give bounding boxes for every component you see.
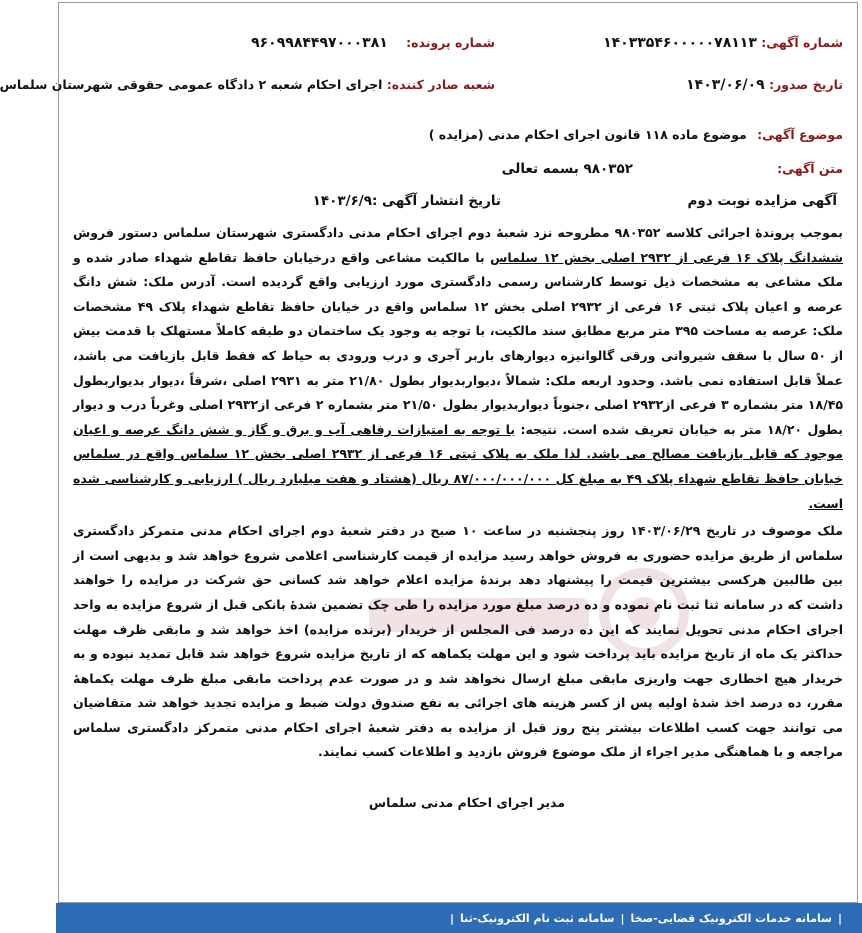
text-label-row	[777, 161, 843, 176]
issue-date	[686, 77, 843, 93]
paragraph-1-underlined-result: با توجه به امتیازات رفاهی آب و برق و گاز و شش دانگ عرصه و اعیان موجود که قابل بازیافت مصالح می باشد. لذا ملک به پلاک ثبتی ۱۶ فرعی از ۲۹۳۲ اصلی بخش ۱۲ سلماس واقع در سلماس خیابان حافظ تقاطع شهداء پلاک ۴۹ به مبلغ کل ۸۷/۰۰۰/۰۰۰/۰۰۰ ریال (هشتاد و هفت میلیارد ریال ) ارزیابی و کارشناسی شده است.	[73, 421, 844, 511]
footer-separator: |	[449, 911, 454, 925]
issue-date-value: ۱۴۰۳/۰۶/۰۹	[686, 77, 765, 93]
signature: مدیر اجرای احکام مدنی سلماس	[368, 795, 565, 810]
file-number	[251, 35, 495, 51]
notice-title: آگهی مزایده نوبت دوم	[687, 193, 837, 209]
paragraph-1-text-a: بموجب پروندهٔ اجرائی کلاسه ۹۸۰۳۵۲ مطروحه نزد شعبهٔ دوم اجرای احکام مدنی دادگستری شهرستان سلماس دستور فروش	[73, 225, 843, 240]
notice-body	[73, 221, 843, 765]
issue-date-label: تاریخ صدور:	[769, 77, 843, 92]
notice-paragraph-1	[73, 221, 843, 516]
notice-number-value: ۱۴۰۳۳۵۴۶۰۰۰۰۰۷۸۱۱۳	[603, 35, 757, 51]
issuing-branch	[0, 77, 495, 92]
file-number-value: ۹۶۰۹۹۸۴۴۹۷۰۰۰۳۸۱	[251, 35, 388, 51]
footer-link-sana[interactable]: سامانه ثبت نام الکترونیک-ثنا	[460, 911, 615, 925]
subject-label: موضوع آگهی:	[757, 127, 843, 142]
footer-separator: |	[837, 911, 842, 925]
notice-number	[603, 35, 843, 51]
file-number-label: شماره پرونده:	[406, 35, 495, 50]
footer-separator: |	[620, 911, 625, 925]
footer-bar	[56, 903, 862, 933]
issuing-branch-value: اجرای احکام شعبه ۲ دادگاه عمومی حقوقی شهرستان سلماس	[0, 77, 383, 92]
publish-date: تاریخ انتشار آگهی :۱۴۰۳/۶/۹	[312, 193, 501, 209]
paragraph-1-underlined-property: ششدانگ پلاک ۱۶ فرعی از ۲۹۳۲ اصلی بخش ۱۲ سلماس	[490, 249, 843, 265]
subject-value: موضوع ماده ۱۱۸ قانون اجرای احکام مدنی (مزایده )	[428, 127, 747, 142]
notice-paragraph-2: ملک موصوف در تاریخ ۱۴۰۳/۰۶/۲۹ روز پنجشنبه در ساعت ۱۰ صبح در دفتر شعبهٔ دوم اجرای احکام مدنی متمرکز دادگستری سلماس از طریق مزایده حضوری به فروش خواهد رسید مزایده از قیمت کارشناسی اعلامی شروع خواهد شد و بدیهی است از بین طالبین هرکسی بیشترین قیمت را پیشنهاد دهد برندهٔ مزایده اعلام خواهد شد کسانی حق شرکت در مزایده را خواهند داشت که در سامانه ثنا ثبت نام نموده و ده درصد مبلغ مورد مزایده را طی چک تضمین شدهٔ بانکی قبل از شروع مزایده به واحد اجرای احکام مدنی تحویل نمایند که این ده درصد فی المجلس از خریدار (برنده مزایده) اخذ خواهد شد و مابقی ظرف مهلت حداکثر یک ماه از تاریخ مزایده باید پرداخت شود و این مهلت یکماهه که از تاریخ مزایده شروع خواهد شد قابل تمدید نبوده و به خریدار هیچ اخطاری جهت واریزی مابقی مبلغ ارسال نخواهد شد و در صورت عدم پرداخت مابقی مبلغ ظرف مهلت یکماههٔ مقرر، ده درصد اخذ شدهٔ اولیه پس از کسر هزینه های اجرائی به نفع صندوق دولت ضبط و مزایده تجدید خواهد شد متقاضیان می توانند جهت کسب اطلاعات بیشتر پنج روز قبل از مزایده به دفتر شعبهٔ اجرای احکام مدنی متمرکز دادگستری سلماس مراجعه و با هماهنگی مدیر اجراء از ملک موضوع فروش بازدید و اطلاعات کسب نمایند.	[73, 523, 843, 760]
ref-line: ۹۸۰۳۵۲ بسمه تعالی	[501, 161, 633, 177]
issuing-branch-label: شعبه صادر کننده:	[386, 77, 495, 92]
text-label: متن آگهی:	[777, 161, 843, 176]
paragraph-1-text-b: با مالکیت مشاعی واقع درخیابان حافظ تقاطع شهداء صادر شده و ملک مشاعی به مشخصات ذیل توسط کارشناس رسمی دادگستری مورد ارزیابی واقع گردیده است. آدرس ملک: شش دانگ عرصه و اعیان پلاک ثبتی ۱۶ فرعی از ۲۹۳۲ اصلی بخش ۱۲ سلماس واقع در خیابان حافظ تقاطع شهداء پلاک ۴۹ مشخصات ملک: عرصه به مساحت ۳۹۵ متر مربع مطابق سند مالکیت، با توجه به وجود یک ساختمان دو طبقه کاملاً مستهلک با قدمت بیش از ۵۰ سال با سقف شیروانی ورقی گالوانیزه دیوارهای باربر آجری و درب ورودی به حیاط که فقط قابل بازیافت می باشد، عملاً قابل استفاده نمی باشد. وحدود اربعه ملک: شمالاً ،دیواربدیوار بطول ۲۱/۸۰ متر به ۲۹۳۱ اصلی ،شرقاً ،دیوار بدیواربطول ۱۸/۴۵ متر بشماره ۳ فرعی از۲۹۳۲ اصلی ،جنوباً دیواربدیوار بطول ۲۱/۵۰ متر بشماره ۲ فرعی از۲۹۳۲ اصلی وغرباً درب و دیوار بطول ۱۸/۲۰ متر به خیابان تعریف شده است. نتیجه:	[73, 249, 844, 437]
notice-number-label: شماره آگهی:	[761, 35, 843, 50]
notice-frame	[0, 2, 858, 903]
subject	[429, 127, 843, 142]
footer-link-sakha[interactable]: سامانه خدمات الکترونیک قضایی-صخا	[630, 911, 832, 925]
